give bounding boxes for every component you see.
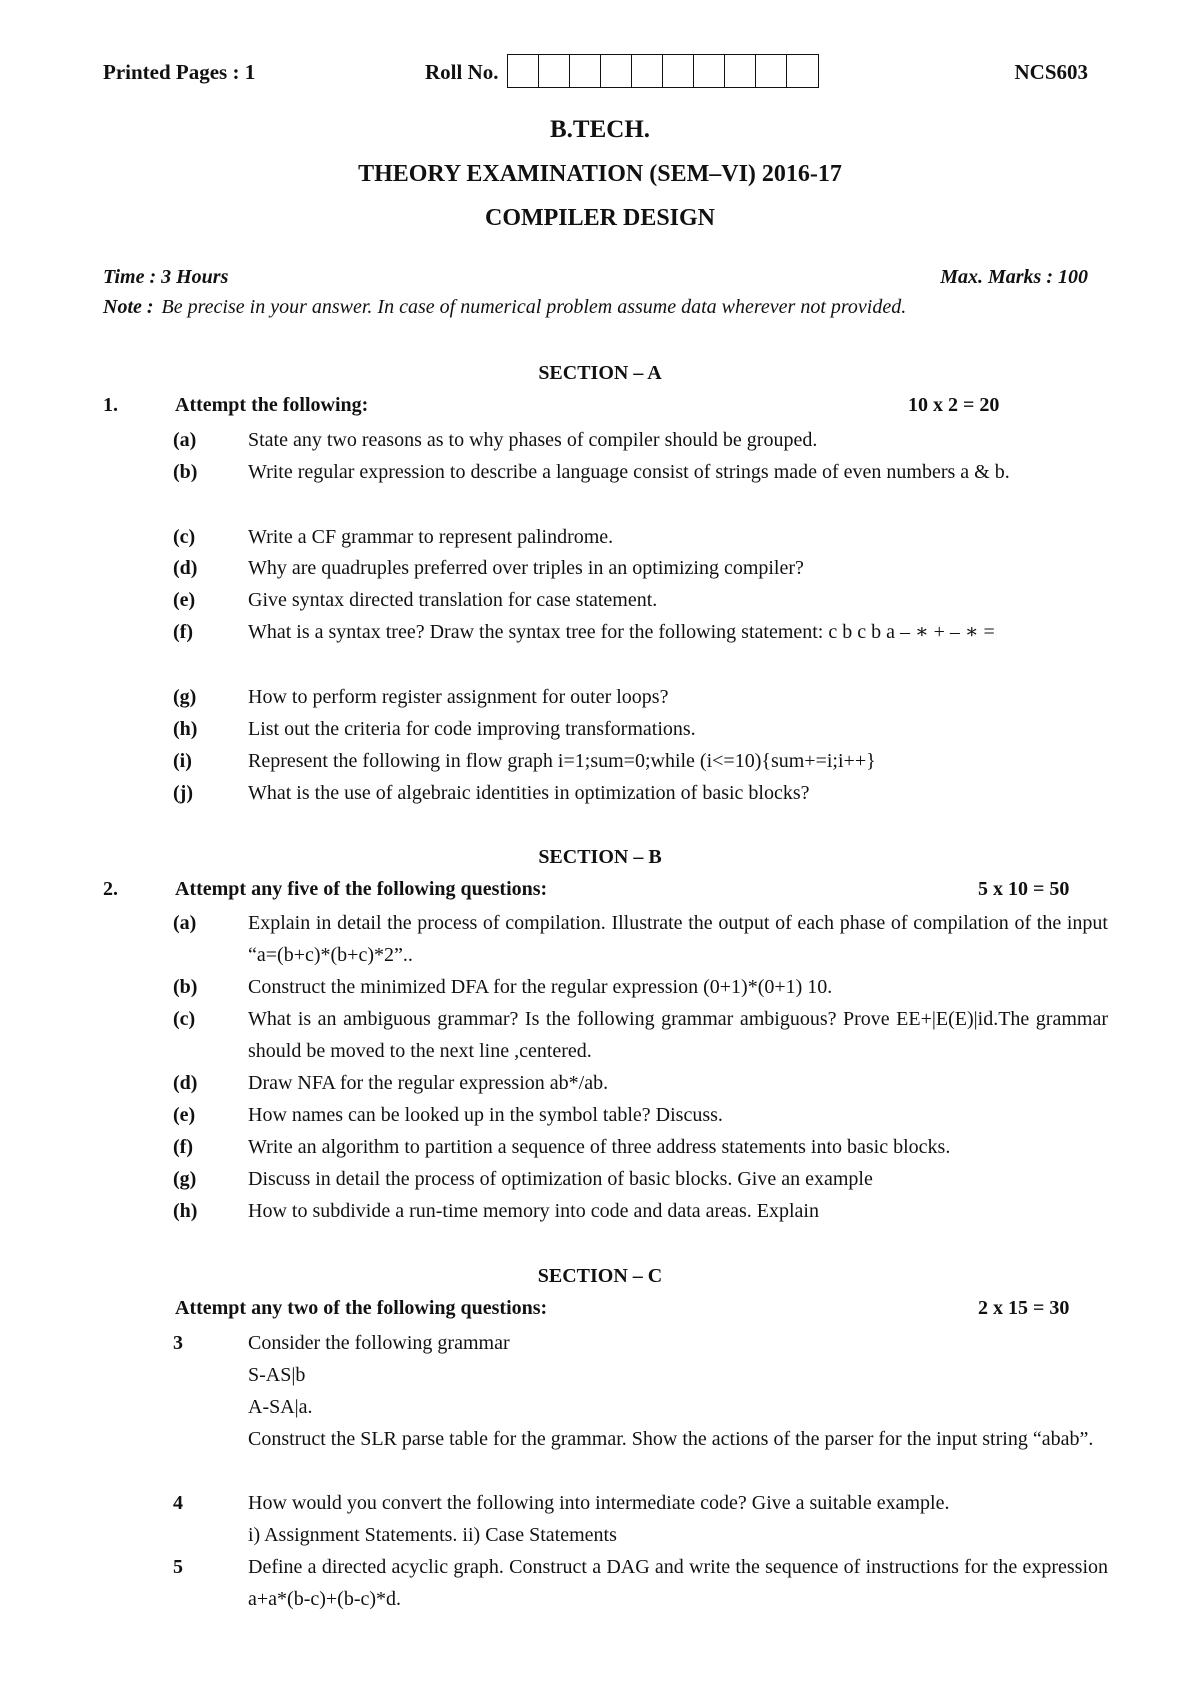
item-label: (a)	[173, 429, 197, 451]
item-text: What is a syntax tree? Draw the syntax tree for the following statement: c b c b a – ∗ + – ∗ =	[248, 621, 995, 643]
question-instruction: Attempt any five of the following questions:	[175, 878, 548, 900]
item-label: (b)	[173, 461, 198, 483]
item-text: Write an algorithm to partition a sequence of three address statements into basic blocks.	[248, 1136, 951, 1158]
item-line: S-AS|b	[248, 1364, 306, 1386]
item-text: Draw NFA for the regular expression ab*/ab.	[248, 1072, 609, 1094]
roll-number-box	[787, 55, 818, 87]
item-text: Why are quadruples preferred over triples in an optimizing compiler?	[248, 557, 804, 579]
paper-header	[103, 60, 1088, 90]
item-label: 3	[173, 1332, 183, 1354]
exam-title: THEORY EXAMINATION (SEM–VI) 2016-17	[358, 161, 842, 187]
item-label: (d)	[173, 557, 198, 579]
item-text: Represent the following in flow graph i=1;sum=0;while (i<=10){sum+=i;i++}	[248, 750, 876, 772]
item-line: A-SA|a.	[248, 1396, 313, 1418]
roll-number-box	[725, 55, 756, 87]
item-label: 5	[173, 1556, 183, 1578]
item-label: (f)	[173, 621, 193, 643]
item-text: How to subdivide a run-time memory into code and data areas. Explain	[248, 1200, 819, 1222]
item-label: (c)	[173, 526, 196, 548]
degree-title: B.TECH.	[549, 116, 651, 143]
item-text: How names can be looked up in the symbol table? Discuss.	[248, 1104, 723, 1126]
item-label: (f)	[173, 1136, 193, 1158]
note-text: Be precise in your answer. In case of numerical problem assume data wherever not provided.	[161, 296, 907, 318]
roll-number-box	[601, 55, 632, 87]
item-label: (j)	[173, 782, 193, 804]
time-marks-row	[103, 266, 1088, 289]
item-label: (i)	[173, 750, 192, 772]
item-text: Explain in detail the process of compilation. Illustrate the output of each phase of compilation of the input “a=(b+c)*(b+c)*2”..	[248, 912, 1108, 966]
section-c-heading: SECTION – C	[537, 1265, 663, 1287]
item-label: (h)	[173, 718, 198, 740]
question-number: 2.	[103, 878, 118, 900]
roll-number-box	[663, 55, 694, 87]
item-text: Write a CF grammar to represent palindrome.	[248, 526, 614, 548]
question-marks: 2 x 15 = 30	[978, 1297, 1070, 1319]
roll-number-box	[570, 55, 601, 87]
question-number: 1.	[103, 394, 118, 416]
roll-number-box	[756, 55, 787, 87]
section-a-heading: SECTION – A	[538, 362, 662, 384]
note-row	[103, 296, 1088, 319]
max-marks: Max. Marks : 100	[940, 266, 1088, 288]
item-text: Construct the SLR parse table for the grammar. Show the actions of the parser for the input string “abab”.	[248, 1428, 1094, 1450]
item-line: Consider the following grammar	[248, 1332, 510, 1354]
item-label: (e)	[173, 1104, 196, 1126]
roll-number-box	[539, 55, 570, 87]
item-text: How would you convert the following into intermediate code? Give a suitable example.	[248, 1492, 950, 1514]
item-line: i) Assignment Statements. ii) Case Statements	[248, 1524, 617, 1546]
item-label: (e)	[173, 589, 196, 611]
section-b-heading: SECTION – B	[538, 846, 662, 868]
roll-number-label: Roll No.	[425, 60, 499, 84]
subject-title: COMPILER DESIGN	[484, 205, 716, 231]
item-label: (g)	[173, 686, 197, 708]
question-instruction: Attempt the following:	[175, 394, 369, 416]
item-text: Construct the minimized DFA for the regular expression (0+1)*(0+1) 10.	[248, 976, 833, 998]
roll-number-boxes	[507, 54, 819, 88]
roll-number-group	[425, 60, 819, 88]
item-text: Define a directed acyclic graph. Construct a DAG and write the sequence of instructions for the expression a+a*(b-c)+(b-c)*d.	[248, 1556, 1108, 1610]
note-label: Note :	[103, 296, 154, 318]
item-text: Give syntax directed translation for case statement.	[248, 589, 658, 611]
item-text: Discuss in detail the process of optimization of basic blocks. Give an example	[248, 1168, 873, 1190]
item-label: (h)	[173, 1200, 198, 1222]
paper-code: NCS603	[1014, 60, 1088, 84]
roll-number-box	[694, 55, 725, 87]
question-marks: 10 x 2 = 20	[908, 394, 1000, 416]
item-text: Write regular expression to describe a language consist of strings made of even numbers a & b.	[248, 461, 1010, 483]
printed-pages: Printed Pages : 1	[103, 60, 256, 84]
question-marks: 5 x 10 = 50	[978, 878, 1070, 900]
time-allowed: Time : 3 Hours	[103, 266, 229, 288]
roll-number-box	[632, 55, 663, 87]
item-label: (b)	[173, 976, 198, 998]
item-label: (g)	[173, 1168, 197, 1190]
item-text: What is the use of algebraic identities in optimization of basic blocks?	[248, 782, 810, 804]
item-text: How to perform register assignment for outer loops?	[248, 686, 669, 708]
item-label: (d)	[173, 1072, 198, 1094]
roll-number-box	[508, 55, 539, 87]
item-text: State any two reasons as to why phases of compiler should be grouped.	[248, 429, 818, 451]
item-text: What is an ambiguous grammar? Is the following grammar ambiguous? Prove EE+|E(E)|id.The grammar should be moved to the next line ,centered.	[248, 1008, 1108, 1062]
item-label: (a)	[173, 912, 197, 934]
item-label: 4	[173, 1492, 183, 1514]
item-text: List out the criteria for code improving transformations.	[248, 718, 696, 740]
item-label: (c)	[173, 1008, 196, 1030]
question-instruction: Attempt any two of the following questions:	[175, 1297, 548, 1319]
